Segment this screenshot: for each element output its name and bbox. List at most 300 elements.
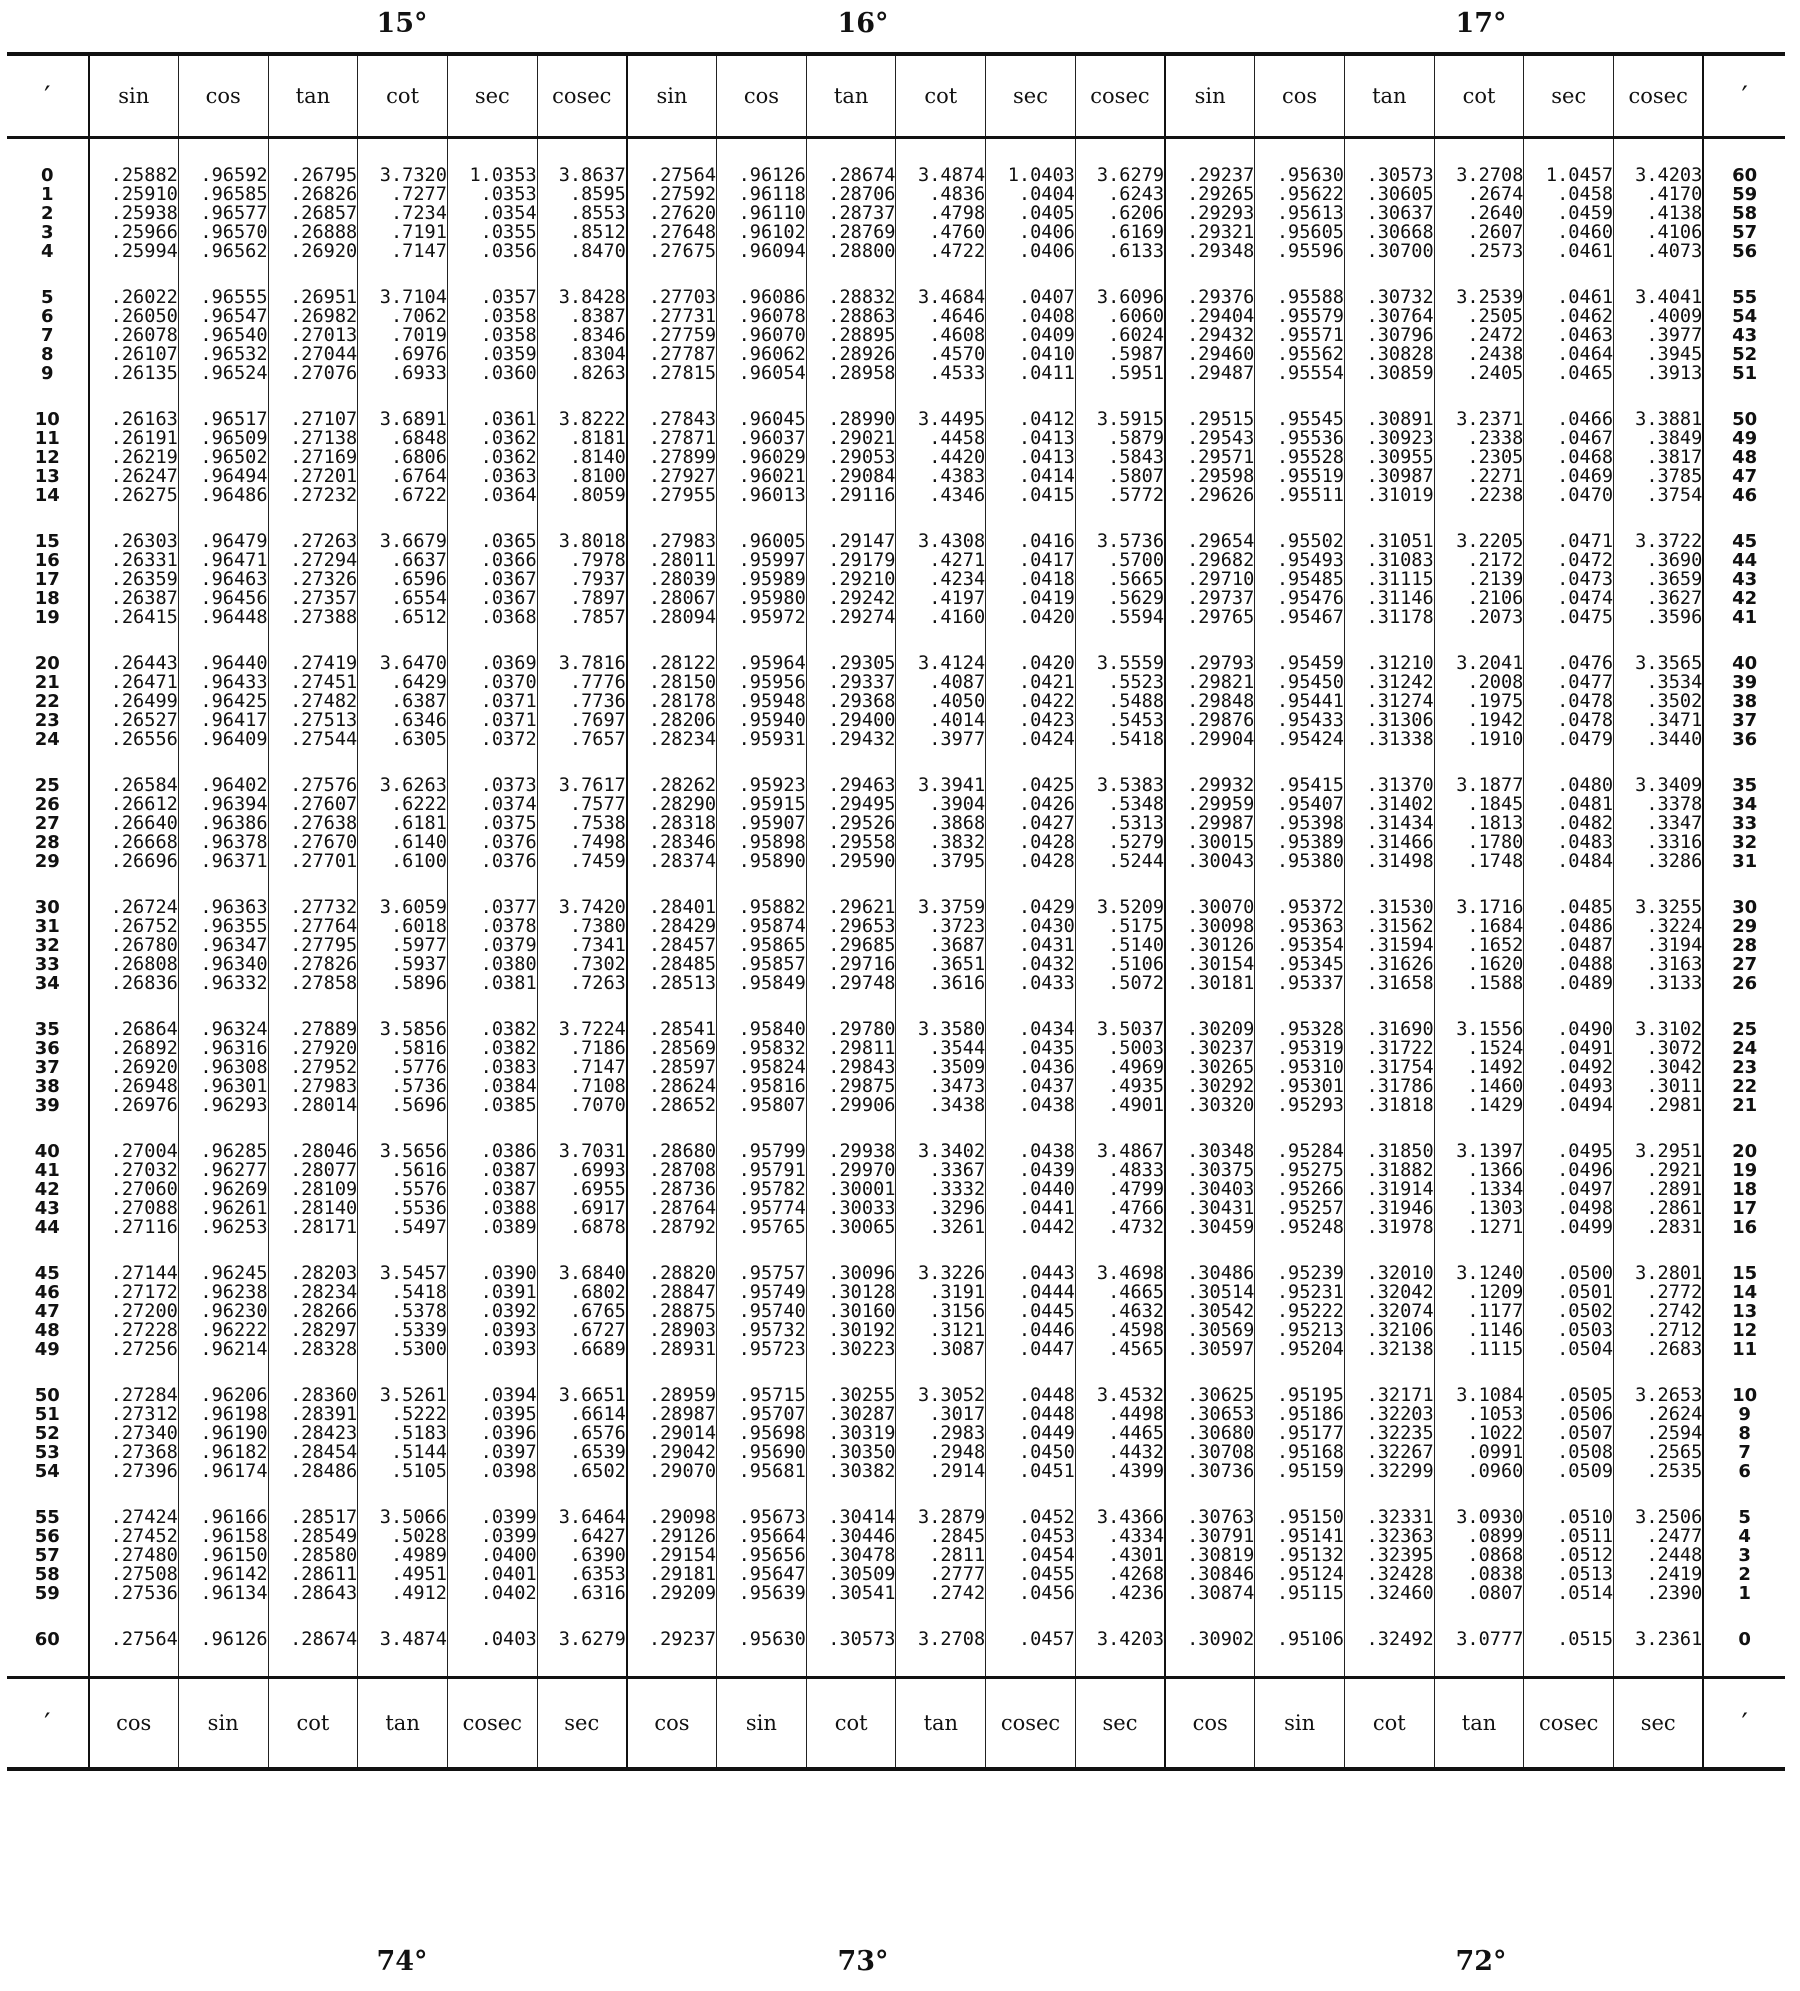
value-cell: .28990 bbox=[806, 410, 896, 429]
value-cell: .4646 bbox=[896, 307, 986, 326]
spacer-cell bbox=[1344, 1359, 1434, 1386]
value-cell: .28077 bbox=[268, 1161, 358, 1180]
spacer-cell bbox=[1165, 749, 1255, 776]
value-cell: 3.3255 bbox=[1614, 898, 1704, 917]
minute-right: 19 bbox=[1703, 1161, 1785, 1180]
value-cell: 3.4874 bbox=[358, 1630, 448, 1649]
spacer-cell bbox=[1075, 1115, 1165, 1142]
minute-right: 20 bbox=[1703, 1142, 1785, 1161]
degree-heading-top-17: 17° bbox=[1455, 8, 1507, 39]
value-cell: 3.6840 bbox=[537, 1264, 627, 1283]
spacer-cell bbox=[806, 1237, 896, 1264]
col-footer-4: cosec bbox=[447, 1678, 537, 1770]
value-cell: 3.4495 bbox=[896, 410, 986, 429]
value-cell: .3163 bbox=[1614, 955, 1704, 974]
spacer-cell bbox=[268, 383, 358, 410]
value-cell: .3509 bbox=[896, 1058, 986, 1077]
value-cell: .4050 bbox=[896, 692, 986, 711]
value-cell: .4087 bbox=[896, 673, 986, 692]
value-cell: .27508 bbox=[110, 1564, 178, 1585]
value-cell: .96340 bbox=[178, 955, 268, 974]
value-cell: .5279 bbox=[1075, 833, 1165, 852]
spacer-cell bbox=[1614, 749, 1704, 776]
minute-left: 5 bbox=[7, 288, 89, 307]
value-cell: .96134 bbox=[178, 1584, 268, 1603]
spacer-cell bbox=[89, 749, 179, 776]
value-cell: .5629 bbox=[1075, 589, 1165, 608]
value-cell: .0407 bbox=[986, 288, 1076, 307]
value-cell: .96086 bbox=[717, 288, 807, 307]
table-row bbox=[7, 795, 1785, 814]
value-cell: .29070 bbox=[627, 1462, 717, 1481]
minute-right: 9 bbox=[1703, 1405, 1785, 1424]
value-cell: .96502 bbox=[178, 448, 268, 467]
col-footer-3: tan bbox=[358, 1678, 448, 1770]
spacer-cell bbox=[89, 505, 179, 532]
spacer-cell bbox=[537, 1603, 627, 1630]
spacer-cell bbox=[89, 383, 179, 410]
value-cell: .6614 bbox=[537, 1405, 627, 1424]
spacer-cell bbox=[986, 383, 1076, 410]
spacer-cell bbox=[1434, 1237, 1524, 1264]
spacer-cell bbox=[1703, 871, 1785, 898]
value-cell: .28234 bbox=[627, 730, 717, 749]
value-cell: .95849 bbox=[717, 974, 807, 993]
value-cell: .2573 bbox=[1434, 242, 1524, 261]
spacer-cell bbox=[1703, 1603, 1785, 1630]
minute-left: 18 bbox=[7, 589, 89, 608]
value-cell: .2640 bbox=[1434, 204, 1524, 223]
value-cell: .27482 bbox=[268, 692, 358, 711]
value-cell: .28513 bbox=[627, 974, 717, 993]
spacer-cell bbox=[1255, 138, 1345, 167]
value-cell: .3121 bbox=[896, 1321, 986, 1340]
spacer-cell bbox=[896, 383, 986, 410]
table-row bbox=[7, 1039, 1785, 1058]
value-cell: .27670 bbox=[268, 833, 358, 852]
value-cell: 3.3409 bbox=[1614, 776, 1704, 795]
value-cell: 3.7031 bbox=[537, 1142, 627, 1161]
value-cell: .27451 bbox=[268, 673, 358, 692]
value-cell: .95890 bbox=[717, 852, 807, 871]
value-cell: .96562 bbox=[178, 242, 268, 261]
value-cell: .0500 bbox=[1524, 1264, 1614, 1283]
spacer-cell bbox=[89, 1603, 179, 1630]
spacer-cell bbox=[89, 261, 179, 288]
value-cell: .28652 bbox=[627, 1096, 717, 1115]
value-cell: .0478 bbox=[1524, 711, 1614, 730]
value-cell: .6848 bbox=[358, 429, 448, 448]
value-cell: .4346 bbox=[896, 486, 986, 505]
table-row bbox=[7, 589, 1785, 608]
value-cell: .0415 bbox=[986, 486, 1076, 505]
spacer-cell bbox=[1255, 505, 1345, 532]
value-cell: .0387 bbox=[447, 1180, 537, 1199]
value-cell: .27731 bbox=[627, 307, 717, 326]
value-cell: .26050 bbox=[110, 306, 178, 327]
value-cell: .0476 bbox=[1524, 654, 1614, 673]
value-cell: .95630 bbox=[717, 1630, 807, 1649]
value-cell: .28549 bbox=[268, 1527, 358, 1546]
value-cell: .26752 bbox=[110, 916, 178, 937]
spacer-cell bbox=[896, 1481, 986, 1508]
value-cell: .31338 bbox=[1344, 730, 1434, 749]
value-cell: .28328 bbox=[268, 1340, 358, 1359]
value-cell: 3.4041 bbox=[1614, 288, 1704, 307]
col-header-10: sec bbox=[986, 54, 1076, 138]
value-cell: .96347 bbox=[178, 936, 268, 955]
value-cell: .95749 bbox=[717, 1283, 807, 1302]
value-cell: .4009 bbox=[1614, 307, 1704, 326]
minute-left: 52 bbox=[7, 1424, 89, 1443]
spacer-cell bbox=[1703, 1481, 1785, 1508]
spacer-cell bbox=[1255, 1115, 1345, 1142]
value-cell: .31274 bbox=[1344, 692, 1434, 711]
value-cell: .29495 bbox=[806, 795, 896, 814]
spacer-cell bbox=[89, 1115, 179, 1142]
value-cell: .32106 bbox=[1344, 1321, 1434, 1340]
value-cell: 3.4684 bbox=[896, 288, 986, 307]
value-cell: .7341 bbox=[537, 936, 627, 955]
spacer-cell bbox=[627, 627, 717, 654]
minute-left: 48 bbox=[7, 1321, 89, 1340]
value-cell: .95740 bbox=[717, 1302, 807, 1321]
value-cell: .29780 bbox=[806, 1020, 896, 1039]
table-row bbox=[7, 326, 1785, 345]
value-cell: 3.1877 bbox=[1434, 776, 1524, 795]
spacer-cell bbox=[896, 505, 986, 532]
value-cell: 3.8222 bbox=[537, 410, 627, 429]
value-cell: .0442 bbox=[986, 1218, 1076, 1237]
value-cell: .1022 bbox=[1434, 1424, 1524, 1443]
value-cell: .0426 bbox=[986, 795, 1076, 814]
value-cell: .96062 bbox=[717, 345, 807, 364]
value-cell: .29237 bbox=[1165, 166, 1255, 185]
spacer-cell bbox=[1165, 505, 1255, 532]
value-cell: .0421 bbox=[986, 673, 1076, 692]
value-cell: .28987 bbox=[627, 1405, 717, 1424]
value-cell: .30846 bbox=[1165, 1565, 1255, 1584]
spacer-cell bbox=[1434, 261, 1524, 288]
value-cell: .0838 bbox=[1434, 1565, 1524, 1584]
spacer-cell bbox=[1344, 261, 1434, 288]
value-cell: .0414 bbox=[986, 467, 1076, 486]
value-cell: .96110 bbox=[717, 204, 807, 223]
value-cell: .29590 bbox=[806, 852, 896, 871]
value-cell: .28297 bbox=[268, 1321, 358, 1340]
row-spacer bbox=[7, 261, 1785, 288]
value-cell: .6024 bbox=[1075, 326, 1165, 345]
spacer-cell bbox=[1703, 383, 1785, 410]
value-cell: .28737 bbox=[806, 204, 896, 223]
value-cell: .6933 bbox=[358, 364, 448, 383]
table-row bbox=[7, 898, 1785, 917]
spacer-cell bbox=[1165, 993, 1255, 1020]
value-cell: .95765 bbox=[717, 1218, 807, 1237]
value-cell: .4432 bbox=[1075, 1443, 1165, 1462]
value-cell: .28903 bbox=[627, 1321, 717, 1340]
value-cell: .95345 bbox=[1255, 955, 1345, 974]
value-cell: .6390 bbox=[537, 1546, 627, 1565]
value-cell: .0441 bbox=[986, 1199, 1076, 1218]
value-cell: .3754 bbox=[1614, 486, 1704, 505]
value-cell: .96078 bbox=[717, 307, 807, 326]
value-cell: .3659 bbox=[1614, 570, 1704, 589]
value-cell: .29432 bbox=[806, 730, 896, 749]
spacer-cell bbox=[1614, 261, 1704, 288]
value-cell: .30819 bbox=[1165, 1546, 1255, 1565]
value-cell: .25938 bbox=[110, 203, 178, 224]
value-cell: .3072 bbox=[1614, 1039, 1704, 1058]
spacer-cell bbox=[7, 1359, 89, 1386]
value-cell: .30763 bbox=[1165, 1508, 1255, 1527]
value-cell: .30573 bbox=[806, 1630, 896, 1649]
spacer-cell bbox=[896, 1603, 986, 1630]
spacer-cell bbox=[1524, 261, 1614, 288]
value-cell: .6727 bbox=[537, 1321, 627, 1340]
minutes-footer-right: ′ bbox=[1703, 1678, 1785, 1770]
spacer-cell bbox=[447, 1359, 537, 1386]
value-cell: .96577 bbox=[178, 204, 268, 223]
table-row bbox=[7, 1142, 1785, 1161]
value-cell: .30987 bbox=[1344, 467, 1434, 486]
value-cell: .29654 bbox=[1165, 532, 1255, 551]
value-cell: .1942 bbox=[1434, 711, 1524, 730]
value-cell: .30096 bbox=[806, 1264, 896, 1283]
value-cell: .0405 bbox=[986, 204, 1076, 223]
value-cell: .27107 bbox=[268, 410, 358, 429]
minute-right: 46 bbox=[1703, 486, 1785, 505]
value-cell: .0412 bbox=[986, 410, 1076, 429]
value-cell: .4570 bbox=[896, 345, 986, 364]
spacer-cell bbox=[717, 1603, 807, 1630]
minute-left: 19 bbox=[7, 608, 89, 627]
value-cell: .0372 bbox=[447, 730, 537, 749]
minute-right: 0 bbox=[1703, 1630, 1785, 1649]
value-cell: .32074 bbox=[1344, 1302, 1434, 1321]
value-cell: 3.8428 bbox=[537, 288, 627, 307]
value-cell: .0499 bbox=[1524, 1218, 1614, 1237]
value-cell: 3.3052 bbox=[896, 1386, 986, 1405]
table-row bbox=[7, 1264, 1785, 1283]
value-cell: .0496 bbox=[1524, 1161, 1614, 1180]
row-spacer bbox=[7, 1481, 1785, 1508]
value-cell: .8100 bbox=[537, 467, 627, 486]
col-header-7: cos bbox=[717, 54, 807, 138]
value-cell: .95372 bbox=[1255, 898, 1345, 917]
col-header-11: cosec bbox=[1075, 54, 1165, 138]
value-cell: .95415 bbox=[1255, 776, 1345, 795]
value-cell: .29626 bbox=[1165, 486, 1255, 505]
value-cell: .29098 bbox=[627, 1508, 717, 1527]
value-cell: .6917 bbox=[537, 1199, 627, 1218]
value-cell: .30828 bbox=[1344, 345, 1434, 364]
value-cell: .27044 bbox=[268, 345, 358, 364]
spacer-cell bbox=[268, 1649, 358, 1678]
spacer-cell bbox=[627, 383, 717, 410]
minute-left: 34 bbox=[7, 974, 89, 993]
col-footer-13: sin bbox=[1255, 1678, 1345, 1770]
spacer-cell bbox=[268, 627, 358, 654]
minute-right: 15 bbox=[1703, 1264, 1785, 1283]
minute-right: 8 bbox=[1703, 1424, 1785, 1443]
value-cell: .27200 bbox=[110, 1301, 178, 1322]
value-cell: .96570 bbox=[178, 223, 268, 242]
spacer-cell bbox=[986, 138, 1076, 167]
spacer-cell bbox=[986, 871, 1076, 898]
spacer-cell bbox=[1165, 1237, 1255, 1264]
value-cell: 3.5457 bbox=[358, 1264, 448, 1283]
value-cell: .6427 bbox=[537, 1527, 627, 1546]
value-cell: .32428 bbox=[1344, 1565, 1434, 1584]
spacer-cell bbox=[1165, 1649, 1255, 1678]
value-cell: .29558 bbox=[806, 833, 896, 852]
minute-left: 29 bbox=[7, 852, 89, 871]
value-cell: .95177 bbox=[1255, 1424, 1345, 1443]
value-cell: 3.3759 bbox=[896, 898, 986, 917]
value-cell: .25994 bbox=[110, 241, 178, 262]
spacer-cell bbox=[1703, 138, 1785, 167]
col-footer-11: sec bbox=[1075, 1678, 1165, 1770]
spacer-cell bbox=[1524, 1649, 1614, 1678]
spacer-cell bbox=[1344, 1649, 1434, 1678]
value-cell: .5418 bbox=[358, 1283, 448, 1302]
table-row bbox=[7, 1218, 1785, 1237]
value-cell: .26724 bbox=[110, 897, 178, 918]
value-cell: .26022 bbox=[110, 287, 178, 308]
value-cell: .31850 bbox=[1344, 1142, 1434, 1161]
spacer-cell bbox=[1434, 138, 1524, 167]
value-cell: .27284 bbox=[110, 1385, 178, 1406]
value-cell: .32235 bbox=[1344, 1424, 1434, 1443]
value-cell: .28122 bbox=[627, 654, 717, 673]
col-header-16: sec bbox=[1524, 54, 1614, 138]
table-row bbox=[7, 570, 1785, 589]
value-cell: .4665 bbox=[1075, 1283, 1165, 1302]
minute-left: 46 bbox=[7, 1283, 89, 1302]
value-cell: .2008 bbox=[1434, 673, 1524, 692]
value-cell: .29487 bbox=[1165, 364, 1255, 383]
header-row bbox=[7, 54, 1785, 138]
value-cell: .28875 bbox=[627, 1302, 717, 1321]
value-cell: .2505 bbox=[1434, 307, 1524, 326]
value-cell: .27620 bbox=[627, 204, 717, 223]
value-cell: .31594 bbox=[1344, 936, 1434, 955]
minute-right: 11 bbox=[1703, 1340, 1785, 1359]
value-cell: .95398 bbox=[1255, 814, 1345, 833]
spacer-cell bbox=[1075, 993, 1165, 1020]
spacer-cell bbox=[537, 383, 627, 410]
degree-heading-bottom-73: 73° bbox=[837, 1946, 889, 1977]
spacer-cell bbox=[1614, 505, 1704, 532]
value-cell: 3.6679 bbox=[358, 532, 448, 551]
value-cell: .0375 bbox=[447, 814, 537, 833]
value-cell: .5003 bbox=[1075, 1039, 1165, 1058]
spacer-cell bbox=[627, 1359, 717, 1386]
table-row bbox=[7, 654, 1785, 673]
value-cell: .0418 bbox=[986, 570, 1076, 589]
value-cell: .0483 bbox=[1524, 833, 1614, 852]
value-cell: .27013 bbox=[268, 326, 358, 345]
spacer-cell bbox=[268, 871, 358, 898]
value-cell: .95159 bbox=[1255, 1462, 1345, 1481]
value-cell: .28769 bbox=[806, 223, 896, 242]
value-cell: 3.5559 bbox=[1075, 654, 1165, 673]
spacer-cell bbox=[986, 749, 1076, 776]
value-cell: .2914 bbox=[896, 1462, 986, 1481]
value-cell: .0393 bbox=[447, 1321, 537, 1340]
value-cell: .0470 bbox=[1524, 486, 1614, 505]
minute-left: 2 bbox=[7, 204, 89, 223]
value-cell: .95874 bbox=[717, 917, 807, 936]
spacer-cell bbox=[1434, 1481, 1524, 1508]
value-cell: .4833 bbox=[1075, 1161, 1165, 1180]
spacer-cell bbox=[1703, 1649, 1785, 1678]
value-cell: .0510 bbox=[1524, 1508, 1614, 1527]
value-cell: .95231 bbox=[1255, 1283, 1345, 1302]
value-cell: .95857 bbox=[717, 955, 807, 974]
spacer-cell bbox=[178, 383, 268, 410]
value-cell: .6955 bbox=[537, 1180, 627, 1199]
value-cell: .95141 bbox=[1255, 1527, 1345, 1546]
value-cell: .30541 bbox=[806, 1584, 896, 1603]
value-cell: .3817 bbox=[1614, 448, 1704, 467]
value-cell: .4334 bbox=[1075, 1527, 1165, 1546]
value-cell: .26135 bbox=[110, 363, 178, 384]
value-cell: .5106 bbox=[1075, 955, 1165, 974]
value-cell: .30065 bbox=[806, 1218, 896, 1237]
minute-right: 39 bbox=[1703, 673, 1785, 692]
value-cell: .29543 bbox=[1165, 429, 1255, 448]
value-cell: .95222 bbox=[1255, 1302, 1345, 1321]
value-cell: .95562 bbox=[1255, 345, 1345, 364]
value-cell: .32010 bbox=[1344, 1264, 1434, 1283]
value-cell: .4766 bbox=[1075, 1199, 1165, 1218]
value-cell: .96456 bbox=[178, 589, 268, 608]
value-cell: .0388 bbox=[447, 1199, 537, 1218]
value-cell: .0376 bbox=[447, 852, 537, 871]
value-cell: .30625 bbox=[1165, 1386, 1255, 1405]
value-cell: .95293 bbox=[1255, 1096, 1345, 1115]
value-cell: .27419 bbox=[268, 654, 358, 673]
minute-right: 6 bbox=[1703, 1462, 1785, 1481]
value-cell: 3.3722 bbox=[1614, 532, 1704, 551]
value-cell: .3347 bbox=[1614, 814, 1704, 833]
value-cell: .0469 bbox=[1524, 467, 1614, 486]
value-cell: .95476 bbox=[1255, 589, 1345, 608]
col-header-15: cot bbox=[1434, 54, 1524, 138]
value-cell: .30181 bbox=[1165, 974, 1255, 993]
value-cell: .3087 bbox=[896, 1340, 986, 1359]
value-cell: .95124 bbox=[1255, 1565, 1345, 1584]
value-cell: .0419 bbox=[986, 589, 1076, 608]
value-cell: .28958 bbox=[806, 364, 896, 383]
minute-left: 40 bbox=[7, 1142, 89, 1161]
value-cell: .5144 bbox=[358, 1443, 448, 1462]
minute-right: 29 bbox=[1703, 917, 1785, 936]
value-cell: .29848 bbox=[1165, 692, 1255, 711]
value-cell: .4798 bbox=[896, 204, 986, 223]
spacer-cell bbox=[986, 261, 1076, 288]
minute-left: 4 bbox=[7, 242, 89, 261]
spacer-cell bbox=[1614, 871, 1704, 898]
value-cell: .28391 bbox=[268, 1405, 358, 1424]
row-spacer bbox=[7, 993, 1785, 1020]
value-cell: .28847 bbox=[627, 1283, 717, 1302]
value-cell: .4399 bbox=[1075, 1462, 1165, 1481]
value-cell: .3332 bbox=[896, 1180, 986, 1199]
value-cell: .7108 bbox=[537, 1077, 627, 1096]
